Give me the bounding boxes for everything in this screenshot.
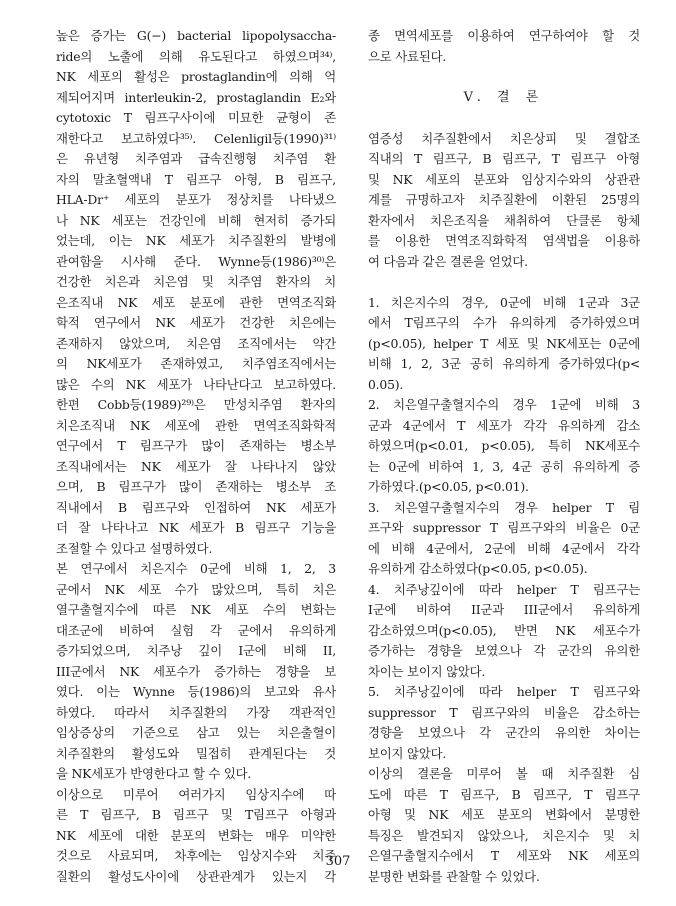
text-line: 질환의 활성도사이에 상관관계가 있는지 각 — [56, 868, 336, 884]
paragraph-gap — [368, 272, 640, 293]
right-column-intro — [368, 26, 640, 67]
text-line: 1. 치은지수의 경우, 0군에 비해 1군과 3군 — [368, 294, 640, 310]
text-line: 열구출혈지수에 따른 NK 세포 수의 변화는 — [56, 602, 336, 617]
text-line: NK 세포에 대한 분포의 변화는 매우 미약한 — [56, 827, 336, 843]
text-line: 른 T 림프구, B 림프구 및 T림프구 아형과 — [56, 807, 336, 822]
text-line: 의 NK세포가 존재하였고, 치주염조직에서는 — [56, 356, 336, 371]
text-line: 본 연구에서 치은지수 0군에 비해 1, 2, 3 — [56, 561, 336, 576]
text-line: 으며, B 림프구가 많이 존재하는 병소부 조 — [56, 479, 336, 494]
text-line: 이상으로 미루어 여러가지 임상지수에 따 — [56, 786, 336, 802]
text-line: 으로 사료된다. — [368, 48, 447, 64]
text-line: 나 NK 세포는 건강인에 비해 현저히 증가되 — [56, 212, 336, 228]
text-line: 는 0군에 비하여 1, 3, 4군 공히 유의하게 증 — [368, 458, 640, 474]
text-line: 유의하게 감소하였다(p<0.05, p<0.05). — [368, 561, 588, 576]
text-line: 재한다고 보고하였다³⁵⁾. Celenligil등(1990)³¹⁾ — [56, 130, 336, 146]
spacer — [368, 108, 640, 129]
right-text-column — [368, 26, 640, 887]
text-line: 직내의 T 림프구, B 림프구, T 림프구 아형 — [368, 151, 640, 166]
text-line: (p<0.05), helper T 세포 및 NK세포는 0군에 — [368, 335, 640, 351]
text-line: 더 잘 나타나고 NK 세포가 B 림프구 기능을 — [56, 520, 336, 535]
text-line: 4. 치주낭깊이에 따라 helper T 림프구는 — [368, 581, 640, 597]
text-line: 종 면역세포를 이용하여 연구하여야 할 것 — [368, 28, 640, 43]
text-line: ride의 노출에 의해 유도된다고 하였으며³⁴⁾, — [56, 48, 336, 64]
text-line: 차이는 보이지 않았다. — [368, 663, 486, 679]
text-line: III군에서 NK 세포수가 증가하는 경향을 보 — [56, 663, 336, 679]
text-line: 보이지 않았다. — [368, 745, 447, 761]
text-line: 환자에서 치은조직을 채취하여 단클론 항체 — [368, 212, 640, 228]
text-line: 자의 말초혈액내 T 림프구 아형, B 림프구, — [56, 171, 336, 187]
text-line: 군에서 NK 세포 수가 많았으며, 특히 치은 — [56, 581, 336, 597]
text-line: 었는데, 이는 NK 세포가 치주질환의 발병에 — [56, 233, 336, 248]
text-line: 은열구출혈지수에서 T 세포와 NK 세포의 — [368, 848, 640, 863]
text-line: NK 세포의 활성은 prostaglandin에 의해 억 — [56, 69, 336, 84]
text-line: 프구와 suppressor T 림프구와의 비율은 0군 — [368, 520, 640, 535]
text-line: 많은 수의 NK 세포가 나타난다고 보고하였다. — [56, 376, 336, 392]
text-line: 임상증상의 기준으로 삼고 있는 치은출혈이 — [56, 725, 336, 740]
text-line: 관여함을 시사해 준다. Wynne등(1986)³⁰⁾은 — [56, 253, 336, 269]
text-line: 직내에서 B 림프구와 인접하여 NK 세포가 — [56, 499, 336, 515]
text-line: 3. 치은열구출혈지수의 경우 helper T 림 — [368, 499, 640, 515]
spacer — [368, 67, 640, 88]
text-line: 군과 4군에서 T 세포가 각각 유의하게 감소 — [368, 417, 640, 433]
text-line: 제되어지며 interleukin-2, prostaglandin E₂와 — [56, 89, 336, 105]
text-line: 계를 규명하고자 치주질환에 이환된 25명의 — [368, 192, 640, 207]
text-line: 에 비해 4군에서, 2군에 비해 4군에서 각각 — [368, 540, 640, 556]
text-line: 에서 T림프구의 수가 유의하게 증가하였으며 — [368, 315, 640, 330]
text-line: 높은 증가는 G(−) bacterial lipopolysaccha- — [56, 28, 336, 43]
text-line: I군에 비하여 II군과 III군에서 유의하게 — [368, 602, 640, 617]
text-line: 염증성 치주질환에서 치은상피 및 결합조 — [368, 130, 640, 146]
text-line: 0.05). — [368, 376, 404, 392]
text-line: 증가하는 경향을 보였으나 각 군간의 유의한 — [368, 643, 640, 658]
text-line: 증가되었으며, 치주낭 깊이 I군에 비해 II, — [56, 643, 336, 658]
page-number: 307 — [325, 854, 351, 869]
text-line: 아형 및 NK 세포 분포의 변화에서 분명한 — [368, 807, 640, 822]
text-line: 연구에서 T 림프구가 많이 존재하는 병소부 — [56, 438, 336, 453]
text-line: 이상의 결론을 미루어 볼 때 치주질환 심 — [368, 766, 640, 781]
text-line: 조절할 수 있다고 설명하였다. — [56, 540, 213, 556]
text-line: 을 NK세포가 반영한다고 할 수 있다. — [56, 766, 252, 781]
text-line: 은조직내 NK 세포 분포에 관한 면역조직화 — [56, 294, 336, 310]
text-line: 건강한 치은과 치은염 및 치주염 환자의 치 — [56, 274, 336, 289]
text-line: 5. 치주낭깊이에 따라 helper T 림프구와 — [368, 684, 640, 699]
text-line: 2. 치은열구출혈지수의 경우 1군에 비해 3 — [368, 397, 640, 412]
text-line: 존재하지 않았으며, 치은염 조직에서는 약간 — [56, 335, 336, 351]
text-line: 대조군에 비하여 실험 각 군에서 유의하게 — [56, 622, 336, 638]
conclusion-body — [368, 129, 640, 888]
text-line: 비해 1, 2, 3군 공히 유의하게 증가하였다(p< — [368, 356, 640, 371]
text-line: 한편 Cobb등(1989)²⁹⁾은 만성치주염 환자의 — [56, 397, 336, 412]
text-line: 였다. 이는 Wynne 등(1986)의 보고와 유사 — [56, 684, 336, 699]
text-line: 하였다. 따라서 치주질환의 가장 객관적인 — [56, 704, 336, 720]
text-line: 하였으며(p<0.01, p<0.05), 특히 NK세포수 — [368, 438, 640, 453]
text-line: suppressor T 림프구와의 비율은 감소하는 — [368, 704, 640, 720]
text-line: 학적 연구에서 NK 세포가 건강한 치은에는 — [56, 315, 336, 330]
text-line: 것으로 사료되며, 차후에는 임상지수와 치주 — [56, 848, 336, 863]
text-line: 경향을 보였으나 각 군간의 유의한 차이는 — [368, 725, 640, 740]
text-line: cytotoxic T 림프구사이에 미묘한 균형이 존 — [56, 110, 336, 125]
text-line: HLA-Dr⁺ 세포의 분포가 정상치를 나타냈으 — [56, 192, 336, 207]
text-line: 치주질환의 활성도와 밀접히 관계된다는 것 — [56, 745, 336, 761]
text-line: 및 NK 세포의 분포와 임상지수와의 상관관 — [368, 171, 640, 187]
text-line: 감소하였으며(p<0.05), 반면 NK 세포수가 — [368, 622, 640, 638]
text-line: 가하였다.(p<0.05, p<0.01). — [368, 479, 529, 494]
text-line: 특징은 발견되지 않았으나, 치은지수 및 치 — [368, 827, 640, 843]
text-line: 조직내에서는 NK 세포가 잘 나타나지 않았 — [56, 458, 336, 474]
text-line: 를 이용한 면역조직화학적 염색법을 이용하 — [368, 233, 640, 248]
text-line: 치은조직내 NK 세포에 관한 면역조직화학적 — [56, 417, 336, 433]
text-line: 분명한 변화를 관찰할 수 있었다. — [368, 868, 540, 884]
section-heading-conclusion: V. 결 론 — [463, 89, 545, 105]
text-line: 은 유년형 치주염과 급속진행형 치주염 환 — [56, 151, 336, 166]
left-text-column — [56, 26, 336, 887]
text-line: 여 다음과 같은 결론을 얻었다. — [368, 253, 528, 269]
text-line: 도에 따른 T 림프구, B 림프구, T 림프구 — [368, 786, 640, 802]
